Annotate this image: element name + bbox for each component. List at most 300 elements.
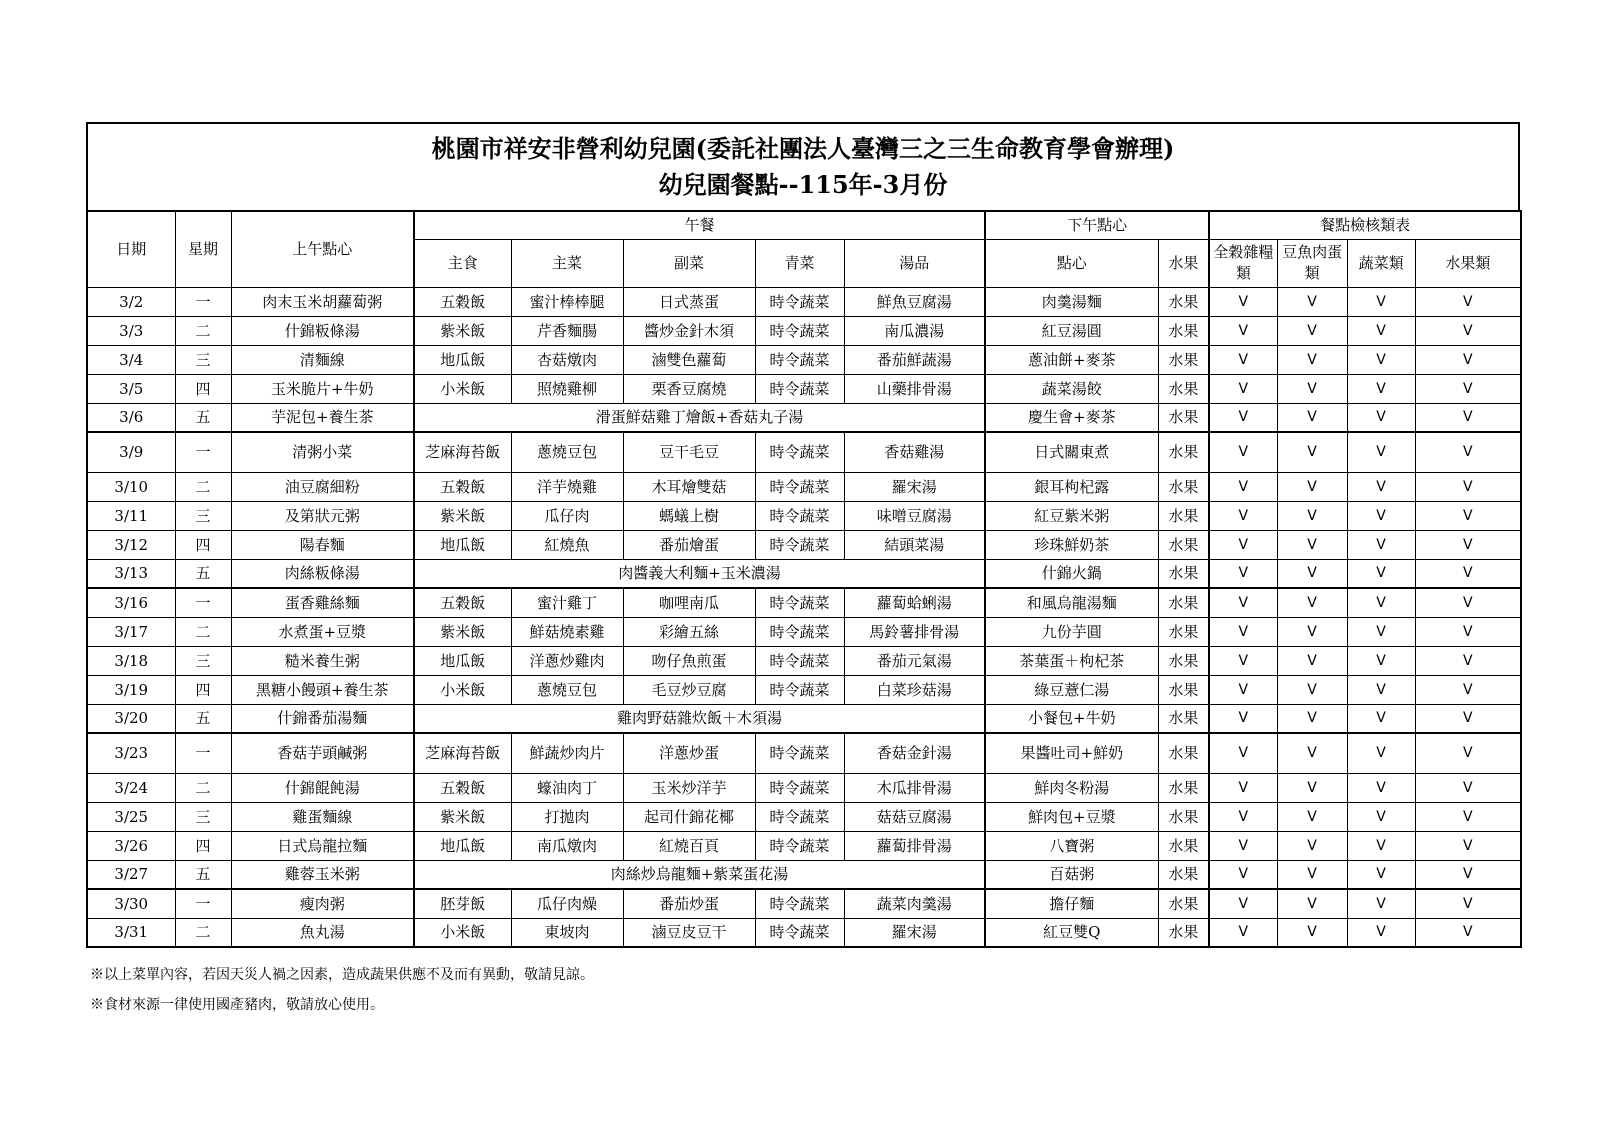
cell-afternoon-snack: 紅豆雙Q [985, 918, 1158, 947]
header-snack: 點心 [985, 239, 1158, 287]
cell-staple: 芝麻海苔飯 [414, 432, 511, 472]
table-row [87, 675, 1521, 704]
cell-main-dish: 蜜汁雞丁 [511, 588, 623, 617]
cell-weekday: 五 [175, 559, 231, 588]
cell-main-dish: 鮮蔬炒肉片 [511, 733, 623, 773]
cell-date: 3/4 [87, 345, 175, 374]
school-title: 桃園市祥安非營利幼兒園(委託社團法人臺灣三之三生命教育學會辦理) [431, 134, 1175, 163]
cell-side-dish: 木耳燴雙菇 [623, 472, 755, 501]
cell-lunch-combined: 雞肉野菇雜炊飯＋木須湯 [414, 704, 985, 733]
cell-side-dish: 紅燒百頁 [623, 831, 755, 860]
cell-check-grains: V [1209, 501, 1277, 530]
cell-side-dish: 洋蔥炒蛋 [623, 733, 755, 773]
cell-weekday: 二 [175, 773, 231, 802]
cell-staple: 小米飯 [414, 675, 511, 704]
cell-side-dish: 玉米炒洋芋 [623, 773, 755, 802]
cell-main-dish: 洋芋燒雞 [511, 472, 623, 501]
cell-check-vegetables: V [1347, 287, 1415, 316]
cell-soup: 蘿蔔排骨湯 [844, 831, 985, 860]
cell-check-grains: V [1209, 559, 1277, 588]
cell-afternoon-snack: 日式關東煮 [985, 432, 1158, 472]
header-staple: 主食 [414, 239, 511, 287]
cell-fruit: 水果 [1158, 773, 1209, 802]
cell-check-grains: V [1209, 860, 1277, 889]
cell-check-protein: V [1277, 287, 1347, 316]
cell-check-vegetables: V [1347, 559, 1415, 588]
cell-side-dish: 番茄炒蛋 [623, 889, 755, 918]
cell-soup: 木瓜排骨湯 [844, 773, 985, 802]
cell-greens: 時令蔬菜 [755, 345, 844, 374]
header-fruits: 水果類 [1415, 239, 1521, 287]
cell-check-vegetables: V [1347, 675, 1415, 704]
cell-soup: 鮮魚豆腐湯 [844, 287, 985, 316]
cell-side-dish: 起司什錦花椰 [623, 802, 755, 831]
cell-staple: 紫米飯 [414, 802, 511, 831]
cell-afternoon-snack: 百菇粥 [985, 860, 1158, 889]
cell-side-dish: 吻仔魚煎蛋 [623, 646, 755, 675]
cell-date: 3/18 [87, 646, 175, 675]
cell-morning-snack: 日式烏龍拉麵 [231, 831, 414, 860]
cell-afternoon-snack: 鮮肉包+豆漿 [985, 802, 1158, 831]
cell-fruit: 水果 [1158, 588, 1209, 617]
table-row [87, 374, 1521, 403]
cell-check-vegetables: V [1347, 802, 1415, 831]
cell-check-grains: V [1209, 316, 1277, 345]
cell-afternoon-snack: 鮮肉冬粉湯 [985, 773, 1158, 802]
cell-check-grains: V [1209, 802, 1277, 831]
table-row [87, 501, 1521, 530]
cell-weekday: 三 [175, 345, 231, 374]
cell-afternoon-snack: 蔥油餅+麥茶 [985, 345, 1158, 374]
cell-check-vegetables: V [1347, 860, 1415, 889]
table-row [87, 802, 1521, 831]
cell-morning-snack: 糙米養生粥 [231, 646, 414, 675]
cell-date: 3/31 [87, 918, 175, 947]
cell-weekday: 三 [175, 802, 231, 831]
cell-afternoon-snack: 銀耳枸杞露 [985, 472, 1158, 501]
cell-side-dish: 滷豆皮豆干 [623, 918, 755, 947]
cell-check-protein: V [1277, 773, 1347, 802]
cell-check-grains: V [1209, 773, 1277, 802]
table-row [87, 403, 1521, 432]
cell-main-dish: 芹香麵腸 [511, 316, 623, 345]
cell-date: 3/11 [87, 501, 175, 530]
cell-weekday: 一 [175, 588, 231, 617]
cell-date: 3/20 [87, 704, 175, 733]
cell-check-vegetables: V [1347, 773, 1415, 802]
cell-staple: 地瓜飯 [414, 530, 511, 559]
cell-morning-snack: 芋泥包+養生茶 [231, 403, 414, 432]
cell-weekday: 二 [175, 316, 231, 345]
cell-check-vegetables: V [1347, 345, 1415, 374]
cell-weekday: 一 [175, 733, 231, 773]
cell-afternoon-snack: 珍珠鮮奶茶 [985, 530, 1158, 559]
table-row [87, 432, 1521, 472]
cell-check-fruits: V [1415, 588, 1521, 617]
cell-side-dish: 滷雙色蘿蔔 [623, 345, 755, 374]
cell-staple: 小米飯 [414, 374, 511, 403]
cell-greens: 時令蔬菜 [755, 588, 844, 617]
cell-check-protein: V [1277, 646, 1347, 675]
cell-main-dish: 杏菇燉肉 [511, 345, 623, 374]
cell-greens: 時令蔬菜 [755, 733, 844, 773]
cell-fruit: 水果 [1158, 704, 1209, 733]
cell-fruit: 水果 [1158, 617, 1209, 646]
header-check-table: 餐點檢核類表 [1209, 211, 1521, 239]
cell-morning-snack: 玉米脆片+牛奶 [231, 374, 414, 403]
notes [90, 960, 594, 1020]
cell-fruit: 水果 [1158, 646, 1209, 675]
cell-weekday: 四 [175, 831, 231, 860]
cell-staple: 地瓜飯 [414, 831, 511, 860]
header-afternoon: 下午點心 [985, 211, 1209, 239]
cell-check-protein: V [1277, 617, 1347, 646]
table-row [87, 588, 1521, 617]
cell-check-grains: V [1209, 345, 1277, 374]
cell-staple: 紫米飯 [414, 316, 511, 345]
cell-check-protein: V [1277, 501, 1347, 530]
table-row [87, 287, 1521, 316]
cell-weekday: 二 [175, 617, 231, 646]
cell-morning-snack: 雞蛋麵線 [231, 802, 414, 831]
cell-check-fruits: V [1415, 403, 1521, 432]
cell-date: 3/3 [87, 316, 175, 345]
cell-weekday: 四 [175, 530, 231, 559]
cell-check-fruits: V [1415, 889, 1521, 918]
cell-soup: 馬鈴薯排骨湯 [844, 617, 985, 646]
header-morning-snack: 上午點心 [231, 211, 414, 287]
cell-date: 3/23 [87, 733, 175, 773]
cell-weekday: 五 [175, 704, 231, 733]
cell-afternoon-snack: 小餐包+牛奶 [985, 704, 1158, 733]
table-row [87, 889, 1521, 918]
cell-check-fruits: V [1415, 918, 1521, 947]
cell-check-grains: V [1209, 287, 1277, 316]
cell-check-vegetables: V [1347, 530, 1415, 559]
cell-fruit: 水果 [1158, 345, 1209, 374]
header-vegetables: 蔬菜類 [1347, 239, 1415, 287]
cell-weekday: 一 [175, 287, 231, 316]
cell-weekday: 三 [175, 501, 231, 530]
menu-table [86, 210, 1522, 948]
cell-greens: 時令蔬菜 [755, 432, 844, 472]
table-row [87, 918, 1521, 947]
cell-afternoon-snack: 慶生會+麥茶 [985, 403, 1158, 432]
menu-body [87, 287, 1521, 947]
cell-check-fruits: V [1415, 559, 1521, 588]
cell-afternoon-snack: 果醬吐司+鮮奶 [985, 733, 1158, 773]
cell-main-dish: 東坡肉 [511, 918, 623, 947]
cell-greens: 時令蔬菜 [755, 646, 844, 675]
cell-date: 3/9 [87, 432, 175, 472]
cell-staple: 地瓜飯 [414, 646, 511, 675]
cell-check-grains: V [1209, 918, 1277, 947]
cell-morning-snack: 黑糖小饅頭+養生茶 [231, 675, 414, 704]
cell-weekday: 二 [175, 472, 231, 501]
cell-morning-snack: 及第狀元粥 [231, 501, 414, 530]
cell-date: 3/19 [87, 675, 175, 704]
cell-main-dish: 打拋肉 [511, 802, 623, 831]
cell-fruit: 水果 [1158, 733, 1209, 773]
cell-staple: 地瓜飯 [414, 345, 511, 374]
cell-check-fruits: V [1415, 432, 1521, 472]
cell-fruit: 水果 [1158, 472, 1209, 501]
cell-soup: 羅宋湯 [844, 918, 985, 947]
cell-check-fruits: V [1415, 773, 1521, 802]
header-soup: 湯品 [844, 239, 985, 287]
cell-check-grains: V [1209, 472, 1277, 501]
cell-check-vegetables: V [1347, 733, 1415, 773]
cell-weekday: 五 [175, 403, 231, 432]
cell-check-protein: V [1277, 704, 1347, 733]
cell-check-protein: V [1277, 559, 1347, 588]
cell-check-vegetables: V [1347, 374, 1415, 403]
cell-check-protein: V [1277, 860, 1347, 889]
cell-morning-snack: 什錦番茄湯麵 [231, 704, 414, 733]
cell-check-grains: V [1209, 831, 1277, 860]
cell-fruit: 水果 [1158, 374, 1209, 403]
cell-check-grains: V [1209, 403, 1277, 432]
table-row [87, 773, 1521, 802]
cell-check-vegetables: V [1347, 646, 1415, 675]
cell-date: 3/26 [87, 831, 175, 860]
cell-lunch-combined: 滑蛋鮮菇雞丁燴飯+香菇丸子湯 [414, 403, 985, 432]
cell-greens: 時令蔬菜 [755, 501, 844, 530]
cell-fruit: 水果 [1158, 316, 1209, 345]
cell-side-dish: 番茄燴蛋 [623, 530, 755, 559]
cell-soup: 羅宋湯 [844, 472, 985, 501]
cell-check-vegetables: V [1347, 432, 1415, 472]
table-row [87, 831, 1521, 860]
cell-check-vegetables: V [1347, 403, 1415, 432]
cell-afternoon-snack: 八寶粥 [985, 831, 1158, 860]
header-main-dish: 主菜 [511, 239, 623, 287]
cell-main-dish: 洋蔥炒雞肉 [511, 646, 623, 675]
cell-check-fruits: V [1415, 530, 1521, 559]
cell-afternoon-snack: 茶葉蛋＋枸杞茶 [985, 646, 1158, 675]
cell-morning-snack: 水煮蛋+豆漿 [231, 617, 414, 646]
cell-soup: 蘿蔔蛤蜊湯 [844, 588, 985, 617]
cell-morning-snack: 肉絲粄條湯 [231, 559, 414, 588]
header-weekday: 星期 [175, 211, 231, 287]
cell-fruit: 水果 [1158, 559, 1209, 588]
cell-main-dish: 紅燒魚 [511, 530, 623, 559]
cell-weekday: 四 [175, 675, 231, 704]
cell-date: 3/24 [87, 773, 175, 802]
cell-morning-snack: 瘦肉粥 [231, 889, 414, 918]
cell-greens: 時令蔬菜 [755, 617, 844, 646]
cell-weekday: 一 [175, 889, 231, 918]
table-row [87, 646, 1521, 675]
cell-check-fruits: V [1415, 374, 1521, 403]
cell-main-dish: 照燒雞柳 [511, 374, 623, 403]
cell-side-dish: 毛豆炒豆腐 [623, 675, 755, 704]
cell-afternoon-snack: 紅豆湯圓 [985, 316, 1158, 345]
cell-check-fruits: V [1415, 733, 1521, 773]
cell-greens: 時令蔬菜 [755, 773, 844, 802]
cell-main-dish: 蔥燒豆包 [511, 432, 623, 472]
cell-side-dish: 栗香豆腐燒 [623, 374, 755, 403]
cell-greens: 時令蔬菜 [755, 530, 844, 559]
cell-fruit: 水果 [1158, 831, 1209, 860]
cell-greens: 時令蔬菜 [755, 374, 844, 403]
cell-check-protein: V [1277, 918, 1347, 947]
cell-side-dish: 豆干毛豆 [623, 432, 755, 472]
cell-fruit: 水果 [1158, 403, 1209, 432]
cell-main-dish: 蠔油肉丁 [511, 773, 623, 802]
cell-staple: 紫米飯 [414, 617, 511, 646]
cell-morning-snack: 清麵線 [231, 345, 414, 374]
cell-check-protein: V [1277, 374, 1347, 403]
cell-check-vegetables: V [1347, 316, 1415, 345]
table-row [87, 617, 1521, 646]
cell-staple: 五穀飯 [414, 773, 511, 802]
cell-afternoon-snack: 什錦火鍋 [985, 559, 1158, 588]
cell-check-fruits: V [1415, 316, 1521, 345]
cell-check-protein: V [1277, 530, 1347, 559]
header-date: 日期 [87, 211, 175, 287]
cell-morning-snack: 雞蓉玉米粥 [231, 860, 414, 889]
cell-main-dish: 瓜仔肉 [511, 501, 623, 530]
header-fruit: 水果 [1158, 239, 1209, 287]
cell-fruit: 水果 [1158, 889, 1209, 918]
cell-soup: 番茄元氣湯 [844, 646, 985, 675]
cell-morning-snack: 蛋香雞絲麵 [231, 588, 414, 617]
cell-greens: 時令蔬菜 [755, 675, 844, 704]
cell-afternoon-snack: 擔仔麵 [985, 889, 1158, 918]
cell-lunch-combined: 肉醬義大利麵+玉米濃湯 [414, 559, 985, 588]
header-side-dish: 副菜 [623, 239, 755, 287]
cell-main-dish: 瓜仔肉燥 [511, 889, 623, 918]
cell-date: 3/12 [87, 530, 175, 559]
table-row [87, 345, 1521, 374]
cell-weekday: 二 [175, 918, 231, 947]
cell-staple: 紫米飯 [414, 501, 511, 530]
header-grains: 全穀雜糧類 [1209, 239, 1277, 287]
cell-afternoon-snack: 蔬菜湯餃 [985, 374, 1158, 403]
cell-date: 3/27 [87, 860, 175, 889]
cell-check-grains: V [1209, 617, 1277, 646]
cell-main-dish: 蜜汁棒棒腿 [511, 287, 623, 316]
cell-date: 3/13 [87, 559, 175, 588]
cell-date: 3/17 [87, 617, 175, 646]
cell-check-protein: V [1277, 432, 1347, 472]
cell-check-protein: V [1277, 345, 1347, 374]
cell-check-grains: V [1209, 588, 1277, 617]
cell-date: 3/6 [87, 403, 175, 432]
cell-staple: 五穀飯 [414, 287, 511, 316]
cell-morning-snack: 什錦餛飩湯 [231, 773, 414, 802]
cell-afternoon-snack: 綠豆薏仁湯 [985, 675, 1158, 704]
cell-check-vegetables: V [1347, 889, 1415, 918]
cell-check-fruits: V [1415, 802, 1521, 831]
cell-morning-snack: 肉末玉米胡蘿蔔粥 [231, 287, 414, 316]
cell-fruit: 水果 [1158, 530, 1209, 559]
cell-check-fruits: V [1415, 675, 1521, 704]
cell-main-dish: 南瓜燉肉 [511, 831, 623, 860]
cell-check-protein: V [1277, 675, 1347, 704]
cell-check-vegetables: V [1347, 704, 1415, 733]
table-row [87, 733, 1521, 773]
cell-check-vegetables: V [1347, 831, 1415, 860]
cell-morning-snack: 什錦粄條湯 [231, 316, 414, 345]
cell-staple: 胚芽飯 [414, 889, 511, 918]
cell-check-fruits: V [1415, 646, 1521, 675]
cell-weekday: 五 [175, 860, 231, 889]
cell-check-fruits: V [1415, 472, 1521, 501]
cell-soup: 南瓜濃湯 [844, 316, 985, 345]
table-row [87, 860, 1521, 889]
header-protein: 豆魚肉蛋類 [1277, 239, 1347, 287]
table-row [87, 530, 1521, 559]
cell-morning-snack: 魚丸湯 [231, 918, 414, 947]
cell-check-vegetables: V [1347, 501, 1415, 530]
cell-staple: 小米飯 [414, 918, 511, 947]
cell-fruit: 水果 [1158, 501, 1209, 530]
cell-weekday: 四 [175, 374, 231, 403]
cell-afternoon-snack: 九份芋圓 [985, 617, 1158, 646]
cell-weekday: 三 [175, 646, 231, 675]
cell-check-grains: V [1209, 374, 1277, 403]
cell-check-grains: V [1209, 675, 1277, 704]
cell-check-grains: V [1209, 704, 1277, 733]
cell-date: 3/10 [87, 472, 175, 501]
cell-check-protein: V [1277, 733, 1347, 773]
cell-weekday: 一 [175, 432, 231, 472]
cell-side-dish: 日式蒸蛋 [623, 287, 755, 316]
cell-morning-snack: 陽春麵 [231, 530, 414, 559]
cell-check-fruits: V [1415, 501, 1521, 530]
cell-check-grains: V [1209, 530, 1277, 559]
cell-morning-snack: 清粥小菜 [231, 432, 414, 472]
cell-fruit: 水果 [1158, 802, 1209, 831]
cell-check-fruits: V [1415, 287, 1521, 316]
cell-check-grains: V [1209, 432, 1277, 472]
table-row [87, 472, 1521, 501]
cell-check-vegetables: V [1347, 472, 1415, 501]
cell-check-protein: V [1277, 889, 1347, 918]
cell-date: 3/2 [87, 287, 175, 316]
table-row [87, 316, 1521, 345]
cell-fruit: 水果 [1158, 432, 1209, 472]
cell-afternoon-snack: 紅豆紫米粥 [985, 501, 1158, 530]
table-row [87, 704, 1521, 733]
cell-check-fruits: V [1415, 860, 1521, 889]
cell-afternoon-snack: 肉羹湯麵 [985, 287, 1158, 316]
header-lunch: 午餐 [414, 211, 985, 239]
cell-side-dish: 螞蟻上樹 [623, 501, 755, 530]
cell-greens: 時令蔬菜 [755, 472, 844, 501]
table-row [87, 559, 1521, 588]
cell-main-dish: 蔥燒豆包 [511, 675, 623, 704]
cell-greens: 時令蔬菜 [755, 287, 844, 316]
cell-soup: 番茄鮮蔬湯 [844, 345, 985, 374]
cell-greens: 時令蔬菜 [755, 316, 844, 345]
cell-check-vegetables: V [1347, 918, 1415, 947]
cell-afternoon-snack: 和風烏龍湯麵 [985, 588, 1158, 617]
header-greens: 青菜 [755, 239, 844, 287]
cell-soup: 白菜珍菇湯 [844, 675, 985, 704]
cell-check-protein: V [1277, 802, 1347, 831]
cell-staple: 五穀飯 [414, 472, 511, 501]
cell-morning-snack: 油豆腐細粉 [231, 472, 414, 501]
cell-side-dish: 咖哩南瓜 [623, 588, 755, 617]
cell-date: 3/30 [87, 889, 175, 918]
cell-check-fruits: V [1415, 617, 1521, 646]
cell-soup: 菇菇豆腐湯 [844, 802, 985, 831]
cell-greens: 時令蔬菜 [755, 831, 844, 860]
cell-check-vegetables: V [1347, 588, 1415, 617]
